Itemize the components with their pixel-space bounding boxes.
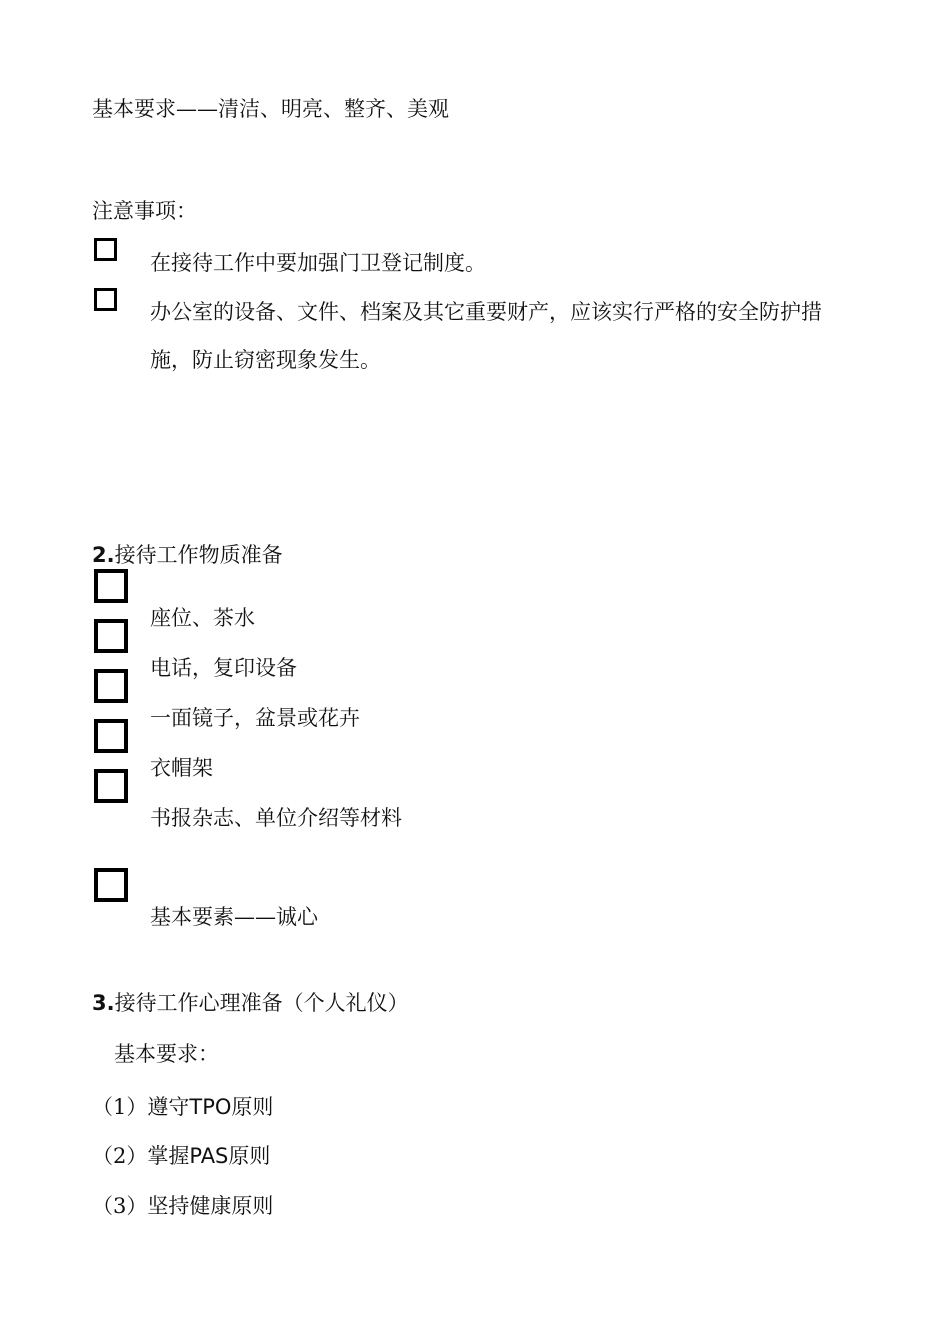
rule-text: （2）掌握	[92, 1144, 190, 1168]
rule-item	[92, 1095, 273, 1120]
material-item: 一面镜子，盆景或花卉	[150, 706, 360, 730]
checkbox[interactable]	[94, 569, 128, 603]
checkbox[interactable]	[94, 769, 128, 803]
notes-title: 注意事项：	[92, 199, 197, 223]
basic-requirement: 基本要求——清洁、明亮、整齐、美观	[92, 97, 449, 121]
material-item: 电话，复印设备	[150, 656, 297, 680]
section3-heading	[92, 991, 409, 1016]
rule-text: （3）坚持健康原则	[92, 1194, 274, 1218]
note-item: 在接待工作中要加强门卫登记制度。	[150, 251, 486, 275]
checkbox[interactable]	[94, 238, 117, 261]
rule-text-end: 原则	[228, 1144, 271, 1168]
note-item: 办公室的设备、文件、档案及其它重要财产，应该实行严格的安全防护措	[150, 300, 822, 324]
section3-number: 3.	[92, 991, 115, 1015]
rule-acronym: TPO	[189, 1095, 232, 1119]
section2-heading	[92, 543, 283, 568]
material-item: 衣帽架	[150, 756, 213, 780]
rule-text-end: 原则	[231, 1095, 274, 1119]
checkbox[interactable]	[94, 669, 128, 703]
rule-acronym: PAS	[189, 1144, 229, 1168]
requirement-label: 基本要求：	[114, 1042, 219, 1066]
checkbox[interactable]	[94, 288, 117, 311]
material-item: 书报杂志、单位介绍等材料	[150, 806, 402, 830]
checkbox[interactable]	[94, 868, 128, 902]
checkbox[interactable]	[94, 619, 128, 653]
essential-element: 基本要素——诚心	[150, 905, 318, 929]
section2-title: 接待工作物质准备	[114, 543, 283, 567]
checkbox[interactable]	[94, 719, 128, 753]
rule-item	[92, 1194, 273, 1219]
section3-title: 接待工作心理准备（个人礼仪）	[114, 991, 409, 1015]
material-item: 座位、茶水	[150, 606, 255, 630]
section2-number: 2.	[92, 543, 115, 567]
rule-text: （1）遵守	[92, 1095, 190, 1119]
rule-item	[92, 1144, 270, 1169]
note-item-continued: 施，防止窃密现象发生。	[150, 348, 381, 372]
